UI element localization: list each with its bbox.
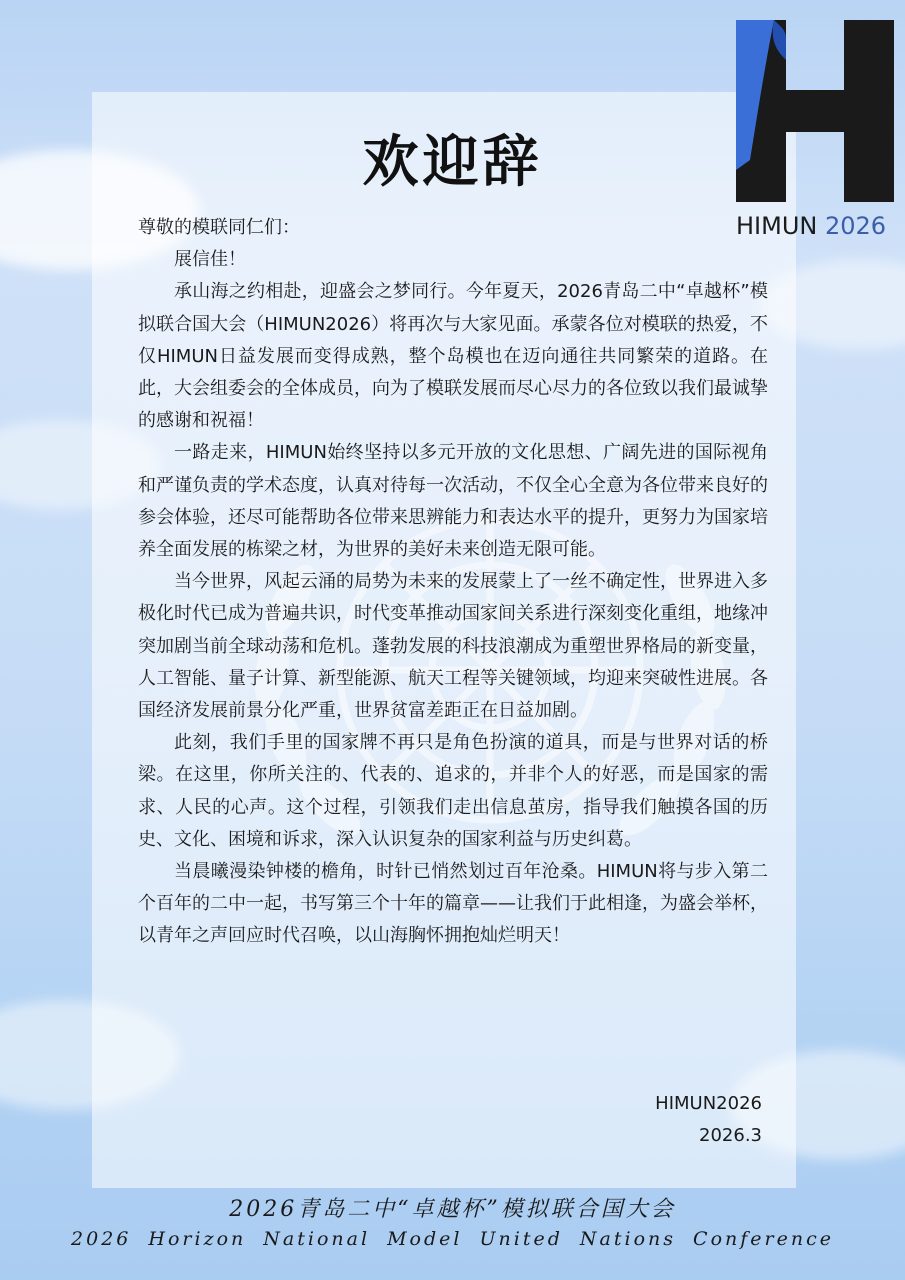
footer-chinese-title: 2026青岛二中“卓越杯”模拟联合国大会 — [229, 1197, 676, 1222]
letter-body — [138, 212, 768, 953]
paragraph: 当晨曦漫染钟楼的檐角，时针已悄然划过百年沧桑。HIMUN将与步入第二个百年的二中一起，书写第三个十年的篇章——让我们于此相逢，为盛会举杯，以青年之声回应时代召唤，以山海胸怀拥抱灿烂明天！ — [138, 861, 768, 947]
page-title: 欢迎辞 — [362, 130, 543, 195]
logo-name: HIMUN — [736, 212, 818, 240]
footer-english-title: 2026 Horizon National Model United Nations Conference — [71, 1228, 834, 1250]
salutation: 尊敬的模联同仁们： — [138, 217, 300, 238]
paragraph: 一路走来，HIMUN始终坚持以多元开放的文化思想、广阔先进的国际视角和严谨负责的学术态度，认真对待每一次活动，不仅全心全意为各位带来良好的参会体验，还尽可能帮助各位带来思辨能力和表达水平的提升，更努力为国家培养全面发展的栋梁之材，为世界的美好未来创造无限可能。 — [138, 442, 768, 561]
signature-org: HIMUN2026 — [655, 1093, 762, 1114]
paragraph: 当今世界，风起云涌的局势为未来的发展蒙上了一丝不确定性，世界进入多极化时代已成为普遍共识，时代变革推动国家间关系进行深刻变化重组，地缘冲突加剧当前全球动荡和危机。蓬勃发展的科技浪潮成为重塑世界格局的新变量，人工智能、量子计算、新型能源、航天工程等关键领域，均迎来突破性进展。各国经济发展前景分化严重，世界贫富差距正在日益加剧。 — [138, 571, 768, 722]
signature-block — [655, 1088, 762, 1152]
paragraph: 承山海之约相赴，迎盛会之梦同行。今年夏天，2026青岛二中“卓越杯”模拟联合国大会（HIMUN2026）将再次与大家见面。承蒙各位对模联的热爱，不仅HIMUN日益发展而变得成熟，整个岛模也在迈向通往共同繁荣的道路。在此，大会组委会的全体成员，向为了模联发展而尽心尽力的各位致以我们最诚挚的感谢和祝福！ — [138, 281, 768, 432]
paragraph: 此刻，我们手里的国家牌不再只是角色扮演的道具，而是与世界对话的桥梁。在这里，你所关注的、代表的、追求的，并非个人的好恶，而是国家的需求、人民的心声。这个过程，引领我们走出信息茧房，指导我们触摸各国的历史、文化、困境和诉求，深入认识复杂的国家利益与历史纠葛。 — [138, 732, 768, 850]
signature-date: 2026.3 — [699, 1125, 762, 1146]
greeting: 展信佳！ — [174, 249, 246, 271]
logo-year: 2026 — [825, 212, 887, 240]
